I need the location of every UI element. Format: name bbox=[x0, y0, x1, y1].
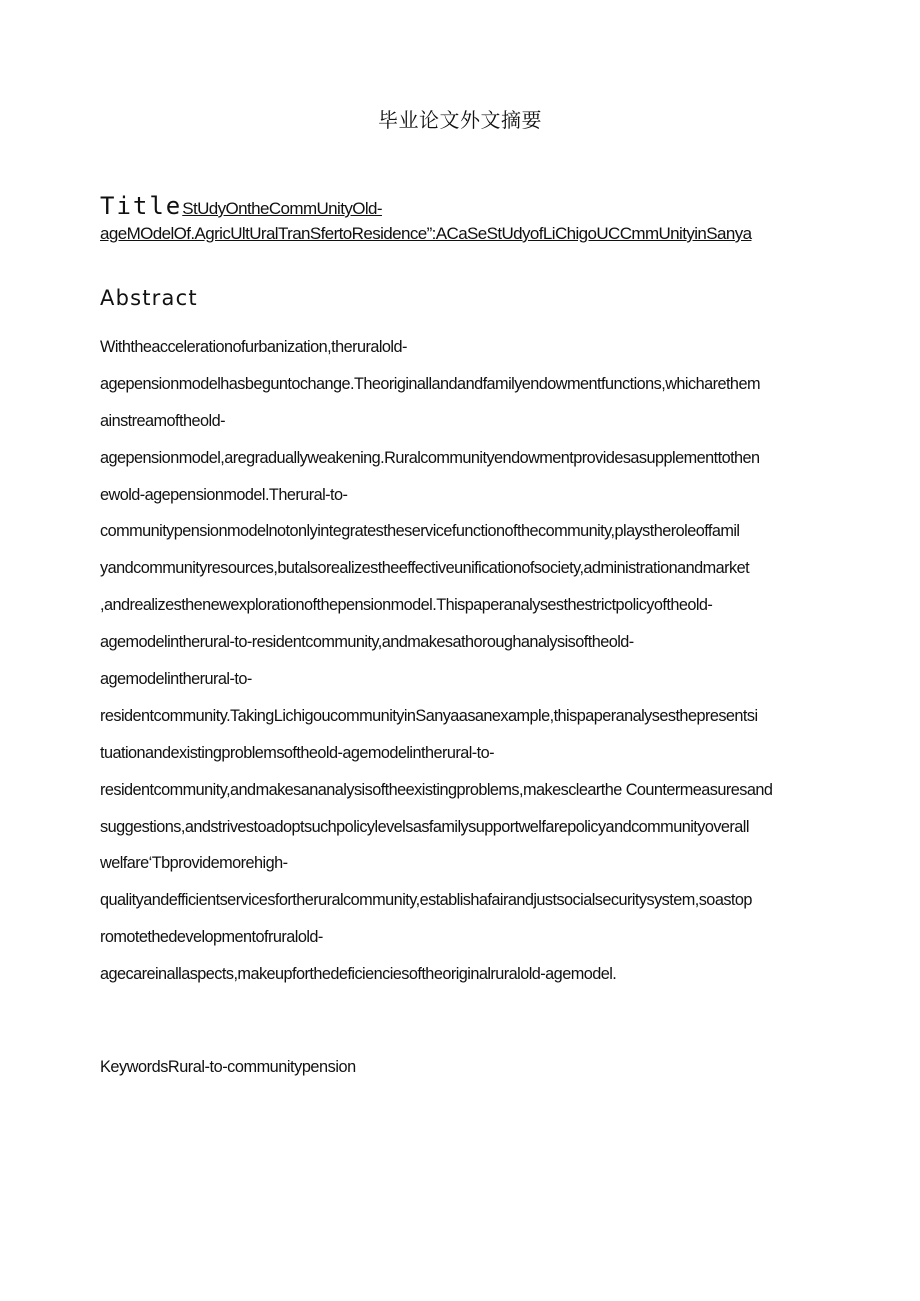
keywords-line: KeywordsRural-to-communitypension bbox=[100, 1058, 356, 1076]
abstract-line: residentcommunity,andmakesananalysisoftheexistingproblems,makesclearthe Countermeasuresand bbox=[100, 780, 773, 799]
page-heading: 毕业论文外文摘要 bbox=[378, 108, 542, 132]
abstract-line: Withtheaccelerationofurbanization,theruralold- bbox=[100, 338, 407, 356]
abstract-heading: Abstract bbox=[100, 286, 198, 310]
abstract-line: tuationandexistingproblemsoftheold-agemodelintherural-to- bbox=[100, 743, 495, 762]
abstract-line: yandcommunityresources,butalsorealizestheeffectiveunificationofsociety,administrationandmarket bbox=[100, 559, 750, 578]
abstract-line: agemodelintherural-to- bbox=[100, 670, 252, 689]
abstract-line: welfare‘Tbprovidemorehigh- bbox=[100, 854, 288, 873]
title-text-part-2: ageMOdelOf.AgricUltUralTranSfertoResidence”:ACaSeStUdyofLiChigoUCCmmUnityinSanya bbox=[100, 224, 752, 243]
abstract-line: agecareinallaspects,makeupforthedeficienciesoftheoriginalruralold-agemodel. bbox=[100, 965, 617, 984]
abstract-line: ainstreamoftheold- bbox=[100, 411, 225, 430]
abstract-line: suggestions,andstrivestoadoptsuchpolicylevelsasfamilysupportwelfarepolicyandcommunityoverall bbox=[100, 817, 749, 836]
title-text-part-1: StUdyOntheCommUnityOld- bbox=[182, 199, 382, 218]
abstract-line: agepensionmodelhasbeguntochange.Theoriginallandandfamilyendowmentfunctions,whicharethem bbox=[100, 374, 760, 393]
title-block bbox=[100, 192, 840, 244]
abstract-line: agepensionmodel,aregraduallyweakening.Ruralcommunityendowmentprovidesasupplementtothen bbox=[100, 448, 760, 467]
abstract-line: romotethedevelopmentofruralold- bbox=[100, 928, 323, 947]
abstract-line: communitypensionmodelnotonlyintegratestheservicefunctionofthecommunity,playstheroleoffamil bbox=[100, 522, 740, 541]
abstract-line: agemodelintherural-to-residentcommunity,andmakesathoroughanalysisoftheold- bbox=[100, 633, 634, 652]
abstract-line: qualityandefficientservicesfortheruralcommunity,establishafairandjustsocialsecuritysystem,soastop bbox=[100, 891, 752, 910]
abstract-line: residentcommunity.TakingLichigoucommunityinSanyaasanexample,thispaperanalysesthepresentsi bbox=[100, 706, 758, 725]
abstract-body bbox=[100, 332, 840, 996]
abstract-line: ,andrealizesthenewexplorationofthepensionmodel.Thispaperanalysesthestrictpolicyoftheold- bbox=[100, 596, 713, 615]
abstract-line: ewold-agepensionmodel.Therural-to- bbox=[100, 485, 348, 504]
title-line-1 bbox=[100, 192, 840, 220]
title-label: Title bbox=[100, 192, 183, 220]
